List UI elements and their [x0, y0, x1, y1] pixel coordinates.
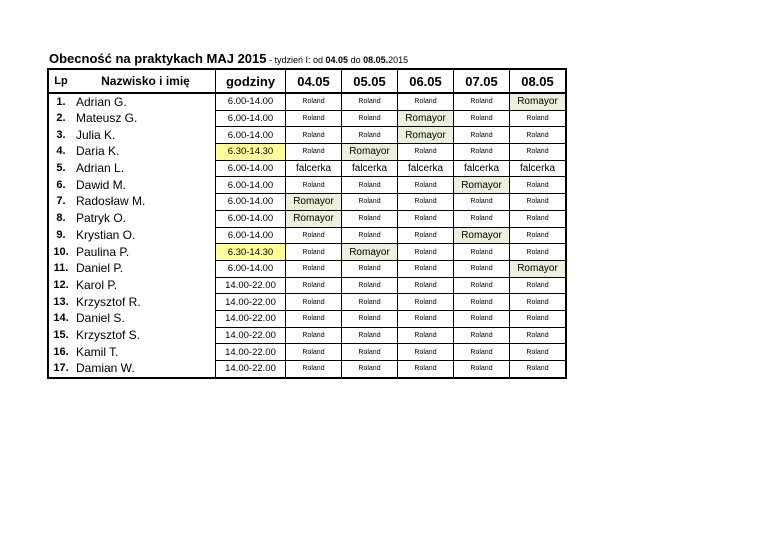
table-row: [48, 144, 566, 161]
row-number: 11.: [48, 260, 73, 277]
day-assignment: Romayor: [510, 260, 567, 277]
day-assignment: Romayor: [398, 110, 454, 127]
table-row: [48, 310, 566, 327]
shift-hours: 6.00-14.00: [216, 260, 286, 277]
day-assignment: Roland: [342, 361, 398, 378]
header-day-5: 08.05: [510, 69, 567, 93]
day-assignment: Roland: [510, 177, 567, 194]
day-assignment: Roland: [286, 127, 342, 144]
day-assignment: Roland: [454, 194, 510, 211]
row-number: 4.: [48, 144, 73, 161]
day-assignment: Roland: [398, 361, 454, 378]
shift-hours: 6.00-14.00: [216, 227, 286, 244]
table-row: [48, 160, 566, 177]
day-assignment: Roland: [510, 244, 567, 261]
attendance-table: [47, 68, 567, 379]
student-name: Karol P.: [76, 277, 118, 292]
day-assignment: Roland: [342, 177, 398, 194]
shift-hours: 14.00-22.00: [216, 344, 286, 361]
student-name: Krzysztof S.: [76, 327, 141, 342]
table-body: [48, 93, 566, 378]
student-name: Krzysztof R.: [76, 294, 141, 309]
day-assignment: Roland: [454, 127, 510, 144]
shift-hours: 14.00-22.00: [216, 361, 286, 378]
row-number: 16.: [48, 344, 73, 361]
day-assignment: Roland: [286, 294, 342, 311]
student-name: Radosław M.: [76, 194, 146, 209]
day-assignment: Roland: [398, 194, 454, 211]
title-subtitle: [267, 55, 409, 65]
row-number: 6.: [48, 177, 73, 194]
row-number: 12.: [48, 277, 73, 294]
row-number: 17.: [48, 361, 73, 378]
day-assignment: Romayor: [286, 210, 342, 227]
student-name: Dawid M.: [76, 177, 127, 192]
shift-hours: 6.00-14.00: [216, 93, 286, 110]
day-assignment: Roland: [454, 93, 510, 110]
day-assignment: Roland: [342, 277, 398, 294]
day-assignment: Roland: [510, 144, 567, 161]
day-assignment: falcerka: [398, 160, 454, 177]
day-assignment: Roland: [286, 244, 342, 261]
shift-hours: 6.00-14.00: [216, 127, 286, 144]
student-name: Daniel P.: [76, 261, 124, 276]
day-assignment: Roland: [454, 244, 510, 261]
day-assignment: Roland: [454, 144, 510, 161]
document-title: [49, 51, 408, 66]
shift-hours: 6.00-14.00: [216, 210, 286, 227]
shift-hours: 6.00-14.00: [216, 177, 286, 194]
day-assignment: Romayor: [454, 227, 510, 244]
day-assignment: Roland: [510, 194, 567, 211]
day-assignment: Roland: [342, 260, 398, 277]
student-name: Damian W.: [73, 361, 216, 378]
student-name: Daria K.: [76, 144, 120, 159]
table-row: [48, 127, 566, 144]
day-assignment: Roland: [286, 361, 342, 378]
student-name: Krystian O.: [76, 227, 136, 242]
day-assignment: Roland: [398, 177, 454, 194]
day-assignment: Roland: [510, 294, 567, 311]
day-assignment: Roland: [454, 277, 510, 294]
day-assignment: Roland: [398, 294, 454, 311]
day-assignment: Roland: [286, 310, 342, 327]
day-assignment: Roland: [342, 327, 398, 344]
day-assignment: Roland: [286, 327, 342, 344]
student-name: Mateusz G.: [76, 111, 138, 126]
day-assignment: Roland: [510, 110, 567, 127]
table-row: [48, 194, 566, 211]
row-number: 5.: [48, 160, 73, 177]
title-main: Obecność na praktykach MAJ 2015: [49, 51, 267, 66]
day-assignment: Roland: [398, 327, 454, 344]
day-assignment: Roland: [454, 260, 510, 277]
day-assignment: Roland: [398, 144, 454, 161]
shift-hours: 6.00-14.00: [216, 194, 286, 211]
row-number: 13.: [48, 294, 73, 311]
table-row: [48, 361, 566, 378]
student-name: Daniel S.: [76, 311, 125, 326]
table-row: [48, 93, 566, 110]
row-number: 7.: [48, 194, 73, 211]
student-name: Paulina P.: [76, 244, 130, 259]
day-assignment: Romayor: [398, 127, 454, 144]
day-assignment: Roland: [398, 277, 454, 294]
day-assignment: Roland: [510, 327, 567, 344]
day-assignment: Roland: [286, 227, 342, 244]
day-assignment: Roland: [510, 361, 567, 378]
subtitle-to-date: 08.05.: [363, 55, 389, 65]
header-hours: godziny: [216, 69, 286, 93]
day-assignment: Roland: [342, 227, 398, 244]
day-assignment: Roland: [454, 327, 510, 344]
day-assignment: Roland: [398, 344, 454, 361]
subtitle-prefix: - tydzień I: od: [266, 55, 326, 65]
day-assignment: Roland: [342, 110, 398, 127]
day-assignment: Roland: [454, 361, 510, 378]
day-assignment: Roland: [454, 210, 510, 227]
day-assignment: Roland: [342, 344, 398, 361]
header-name: Nazwisko i imię: [73, 69, 216, 93]
subtitle-from-date: 04.05: [325, 55, 349, 65]
day-assignment: Roland: [510, 210, 567, 227]
day-assignment: Roland: [398, 310, 454, 327]
table-row: [48, 294, 566, 311]
day-assignment: Roland: [342, 310, 398, 327]
day-assignment: Roland: [398, 260, 454, 277]
header-row: [48, 69, 566, 93]
day-assignment: Roland: [286, 144, 342, 161]
table-row: [48, 244, 566, 261]
day-assignment: Roland: [454, 110, 510, 127]
row-number: 8.: [48, 210, 73, 227]
row-number: 9.: [48, 227, 73, 244]
student-name: Julia K.: [76, 127, 116, 142]
day-assignment: Roland: [398, 227, 454, 244]
day-assignment: falcerka: [454, 160, 510, 177]
table-row: [48, 327, 566, 344]
table-row: [48, 344, 566, 361]
day-assignment: Roland: [398, 244, 454, 261]
table-row: [48, 227, 566, 244]
day-assignment: Roland: [398, 210, 454, 227]
subtitle-year: 2015: [388, 55, 409, 65]
day-assignment: Roland: [510, 344, 567, 361]
day-assignment: Roland: [510, 277, 567, 294]
day-assignment: Romayor: [342, 244, 398, 261]
student-name: Kamil T.: [76, 344, 119, 359]
day-assignment: Roland: [342, 93, 398, 110]
day-assignment: Roland: [510, 127, 567, 144]
shift-hours: 6.00-14.00: [216, 160, 286, 177]
row-number: 10.: [48, 244, 73, 261]
header-day-1: 04.05: [286, 69, 342, 93]
shift-hours: 6.30-14.30: [216, 144, 286, 161]
day-assignment: Roland: [510, 227, 567, 244]
subtitle-mid: do: [348, 55, 364, 65]
table-row: [48, 277, 566, 294]
day-assignment: Roland: [286, 93, 342, 110]
day-assignment: Roland: [454, 310, 510, 327]
student-name: Patryk O.: [76, 211, 127, 226]
table-row: [48, 210, 566, 227]
day-assignment: Roland: [286, 260, 342, 277]
day-assignment: Roland: [286, 177, 342, 194]
shift-hours: 6.30-14.30: [216, 244, 286, 261]
day-assignment: Romayor: [342, 144, 398, 161]
table-row: [48, 177, 566, 194]
day-assignment: falcerka: [510, 160, 567, 177]
day-assignment: Roland: [398, 93, 454, 110]
row-number: 1.: [48, 93, 73, 110]
header-day-3: 06.05: [398, 69, 454, 93]
student-name: Adrian G.: [76, 94, 127, 109]
day-assignment: Romayor: [510, 93, 567, 110]
shift-hours: 14.00-22.00: [216, 327, 286, 344]
day-assignment: Roland: [286, 110, 342, 127]
table-row: [48, 260, 566, 277]
day-assignment: Roland: [286, 344, 342, 361]
header-day-4: 07.05: [454, 69, 510, 93]
shift-hours: 14.00-22.00: [216, 294, 286, 311]
student-name: Adrian L.: [76, 161, 125, 176]
day-assignment: Roland: [342, 294, 398, 311]
day-assignment: Romayor: [286, 194, 342, 211]
day-assignment: Roland: [454, 344, 510, 361]
day-assignment: Romayor: [454, 177, 510, 194]
day-assignment: falcerka: [286, 160, 342, 177]
shift-hours: 6.00-14.00: [216, 110, 286, 127]
day-assignment: Roland: [454, 294, 510, 311]
day-assignment: Roland: [286, 277, 342, 294]
header-lp: Lp: [48, 69, 73, 93]
table-row: [48, 110, 566, 127]
row-number: 14.: [48, 310, 73, 327]
day-assignment: Roland: [342, 127, 398, 144]
day-assignment: Roland: [510, 310, 567, 327]
day-assignment: falcerka: [342, 160, 398, 177]
header-day-2: 05.05: [342, 69, 398, 93]
row-number: 3.: [48, 127, 73, 144]
day-assignment: Roland: [342, 210, 398, 227]
row-number: 2.: [48, 110, 73, 127]
shift-hours: 14.00-22.00: [216, 310, 286, 327]
day-assignment: Roland: [342, 194, 398, 211]
row-number: 15.: [48, 327, 73, 344]
shift-hours: 14.00-22.00: [216, 277, 286, 294]
